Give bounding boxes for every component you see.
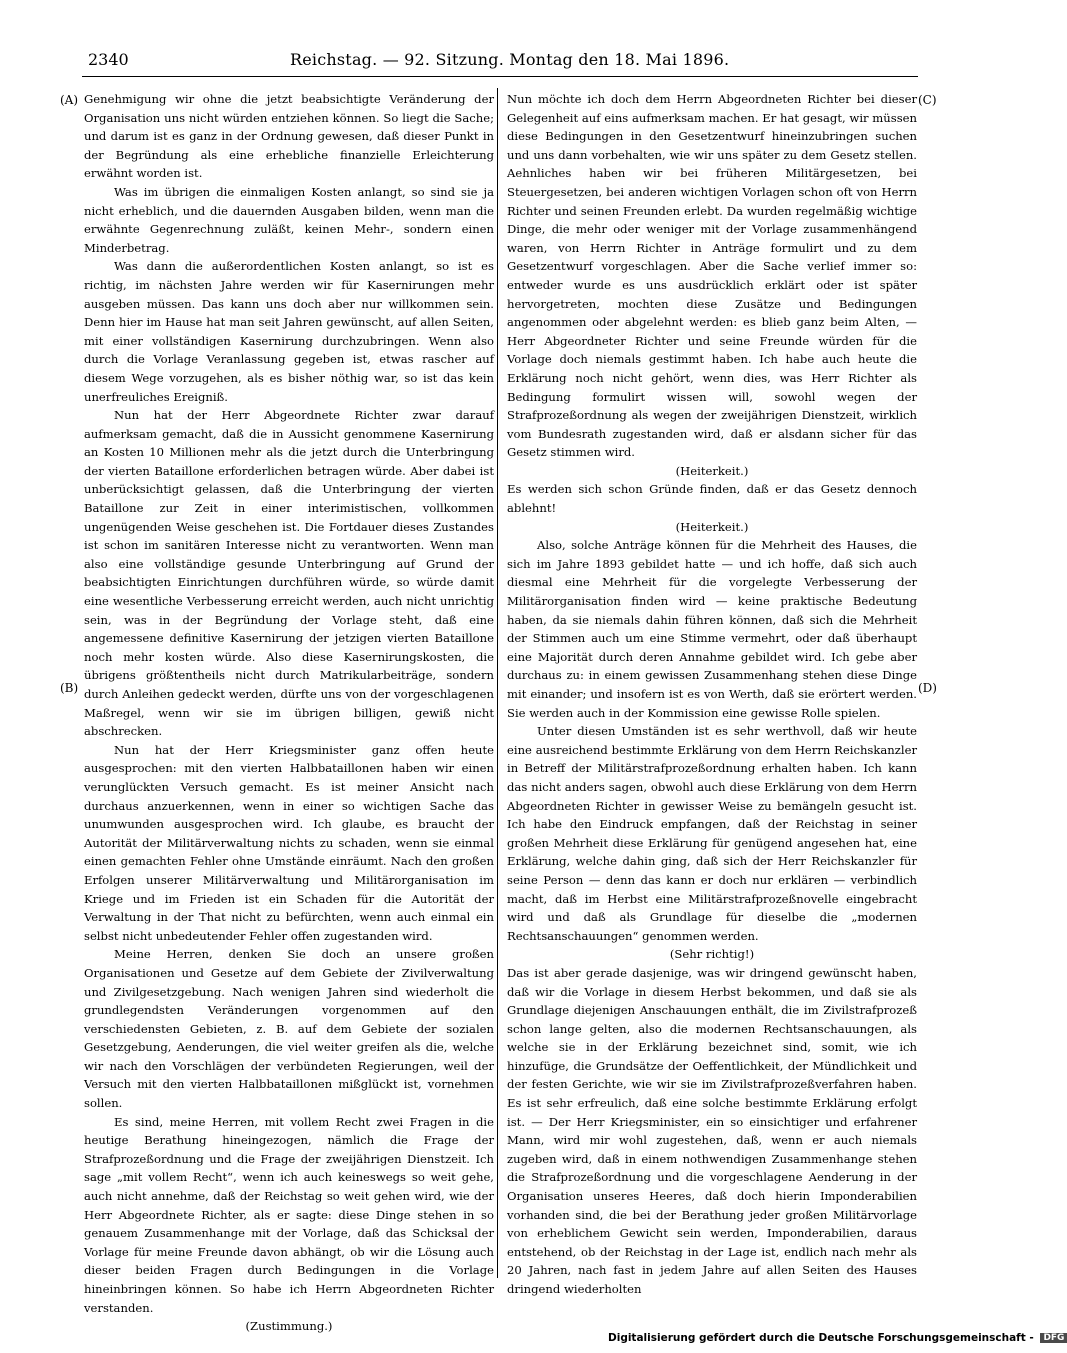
page-number: 2340: [88, 50, 129, 69]
paragraph: Nun möchte ich doch dem Herrn Abgeordneten Richter bei dieser Gelegenheit auf eins aufmerksam machen. Er hat gesagt, wir müssen diese Bedingungen in den Gesetzentwurf hineinzubringen suchen und uns dann vorbehalten, wie wir uns später zu dem Gesetz stellen. Aehnliches haben wir bei früheren Militärgesetzen, bei Steuergesetzen, bei anderen wichtigen Vorlagen schon oft von Herrn Richter und seinen Freunden erlebt. Da wurden regelmäßig wichtige Dinge, die mehr oder weniger mit der Vorlage zusammenhängend waren, von Herrn Richter in Anträge formulirt und zu dem Gesetzentwurf vorgeschlagen. Aber die Sache verlief immer so: entweder wurde es uns ausdrücklich erklärt oder ist später hervorgetreten, mochten diese Zusätze und Bedingungen angenommen oder abgelehnt werden: es blieb ganz beim Alten, — Herr Abgeordneter Richter und seine Freunde würden für die Vorlage doch niemals gestimmt haben. Ich habe auch heute die Erklärung noch nicht gehört, wenn dies, was Herr Richter als Bedingung formulirt wissen will, sowohl wegen der Strafprozeßordnung als wegen der zweijährigen Dienstzeit, wirklich vom Bundesrath zugestanden wird, daß er alsdann sicher für das Gesetz stimmen wird.: [507, 92, 917, 460]
margin-mark-c: (C): [918, 93, 937, 107]
reaction-note: (Sehr richtig!): [669, 947, 755, 962]
paragraph: Meine Herren, denken Sie doch an unsere großen Organisationen und Gesetze auf dem Gebiete der Zivilverwaltung und Zivilgesetzgebung. Nach wenigen Jahren sind wiederholt die grundlegendsten Veränderungen vorgenommen auf den verschiedensten Gebieten, z. B. auf dem Gebiete der sozialen Gesetzgebung, Aenderungen, die viel weiter greifen als die, welche wir nach den Vorschlägen der verbündeten Regierungen, weil der Versuch mit den vierten Halbbataillonen mißglückt ist, vornehmen sollen.: [84, 947, 494, 1111]
page-header: [80, 50, 915, 72]
reaction-note: (Zustimmung.): [245, 1319, 333, 1334]
credit-text: Digitalisierung gefördert durch die Deutsche Forschungsgemeinschaft -: [608, 1332, 1034, 1344]
left-column: [84, 90, 494, 1334]
paragraph: Unter diesen Umständen ist es sehr werthvoll, daß wir heute eine ausreichend bestimmte Erklärung von dem Herrn Reichskanzler in Betreff der Militärstrafprozeßordnung erhalten haben. Ich kann das nicht anders sagen, obwohl auch diese Erklärung von dem Herrn Abgeordneten Richter in gewisser Weise zu bemängeln gesucht ist. Ich habe den Eindruck empfangen, daß der Reichstag in seiner großen Mehrheit diese Erklärung für genügend angesehen hat, eine Erklärung, welche dahin ging, daß sich der Herr Reichskanzler für seine Person — denn das kann er doch nur erklären — verbindlich macht, daß im Herbst eine Militärstrafprozeßnovelle eingebracht wird und daß als Grundlage für dieselbe die „modernen Rechtsanschauungen“ genommen werden.: [507, 724, 917, 943]
paragraph: Es werden sich schon Gründe finden, daß er das Gesetz dennoch ablehnt!: [507, 482, 917, 516]
dfg-logo: DFG: [1040, 1333, 1067, 1343]
paragraph: Das ist aber gerade dasjenige, was wir dringend gewünscht haben, daß wir die Vorlage in diesem Herbst bekommen, und daß sie als Grundlage diejenigen Anschauungen enthält, die im Zivilstrafprozeß schon lange gelten, also die modernen Rechtsanschauungen, als welche sie in der Erklärung bezeichnet sind, somit, wie ich hinzufüge, die Grundsätze der Oeffentlichkeit, der Mündlichkeit und der festen Gerichte, wie wir sie im Zivilstrafprozeßverfahren haben. Es ist sehr erfreulich, daß eine solche bestimmte Erklärung erfolgt ist. — Der Herr Kriegsminister, ein so einsichtiger und erfahrener Mann, wird mir wohl zugestehen, daß, wenn er auch niemals zugeben wird, daß in einem nothwendigen Zusammenhange stehen die Strafprozeßordnung und die vorgeschlagene Aenderung in der Organisation unseres Heeres, daß doch hierin Imponderabilien vorhanden sind, die bei der Berathung jeder großen Militärvorlage von erheblichem Gewicht sein werden, Imponderabilien, daraus entstehend, ob der Reichstag in der Lage ist, endlich nach mehr als 20 Jahren, nach fast in jedem Jahre auf allen Seiten des Hauses dringend wiederholten: [507, 965, 917, 1296]
digitization-credit: [608, 1332, 1067, 1344]
margin-mark-d: (D): [918, 681, 937, 695]
paragraph: Nun hat der Herr Kriegsminister ganz offen heute ausgesprochen: mit den vierten Halbbataillonen haben wir einen verunglückten Versuch gemacht. Es ist meiner Ansicht nach durchaus anzuerkennen, wenn in einer so wichtigen Sache das unumwunden ausgesprochen wird. Ich glaube, es braucht der Autorität der Militärverwaltung nichts zu schaden, wenn sie einmal einen gemachten Fehler ohne Umstände einräumt. Nach den großen Erfolgen unserer Militärverwaltung und Militärorganisation im Kriege und im Frieden ist ein Schaden für die Autorität der Verwaltung in der That nicht zu befürchten, wenn auch einmal ein selbst nicht unbedeutender Fehler offen zugestanden wird.: [84, 742, 494, 943]
paragraph: Was dann die außerordentlichen Kosten anlangt, so ist es richtig, im nächsten Jahre werden wir für Kasernirungen mehr ausgeben müssen. Das kann uns doch aber nur willkommen sein. Denn hier im Hause hat man seit Jahren gewünscht, auf allen Seiten, mit einer vollständigen Kasernirung durchzubringen. Wenn also durch die Vorlage Veranlassung gegeben ist, etwas rascher auf diesem Wege vorzugehen, als es bisher nöthig war, so ist das kein unerfreuliches Ereigniß.: [84, 259, 494, 404]
reaction-note: (Heiterkeit.): [675, 463, 749, 478]
running-title: Reichstag. — 92. Sitzung. Montag den 18. Mai 1896.: [290, 50, 730, 69]
paragraph: Es sind, meine Herren, mit vollem Recht zwei Fragen in die heutige Berathung hineingezogen, nämlich die Frage der Strafprozeßordnung und die Frage der zweijährigen Dienstzeit. Ich sage „mit vollem Recht“, wenn ich auch keineswegs so weit gehe, auch nicht annehme, daß der Reichstag so weit gehen wird, wie der Herr Abgeordnete Richter, als er sagte: diese Dinge stehen in so genauem Zusammenhange mit der Vorlage, daß das Schicksal der Vorlage für meine Freunde davon abhängt, ob wir die Lösung auch dieser beiden Fragen durch Bedingungen in die Vorlage hineinbringen können. So habe ich Herrn Abgeordneten Richter verstanden.: [84, 1114, 494, 1315]
margin-mark-b: (B): [60, 681, 79, 695]
paragraph: Nun hat der Herr Abgeordnete Richter zwar darauf aufmerksam gemacht, daß die in Aussicht genommene Kasernirung an Kosten 10 Millionen mehr als die jetzt durch die Unterbringung der vierten Bataillone erforderlichen betragen würde. Aber dabei ist unberücksichtigt gelassen, daß die Unterbringung der vierten Bataillone zur Zeit in einer interimistischen, vollkommen ungenügenden Weise geschehen ist. Die Fortdauer dieses Zustandes ist schon im sanitären Interesse nicht zu verantworten. Wenn man also eine vollständige gesunde Unterbringung auf Grund der beabsichtigten Einrichtungen durchführen würde, so würde damit eine wesentliche Verbesserung erreicht werden, auch nicht unrichtig sein, was in der Begründung der Vorlage steht, daß eine angemessene definitive Kasernirung der jetzigen vierten Bataillone noch mehr kosten würde. Also diese Kasernirungskosten, die übrigens größtentheils nicht durch Matrikularbeiträge, sondern durch Anleihen gedeckt werden, dürfte uns von der vorgeschlagenen Maßregel, wenn wir sie im übrigen billigen, gewiß nicht abschrecken.: [84, 408, 494, 739]
paragraph: Was im übrigen die einmaligen Kosten anlangt, so sind sie ja nicht erheblich, und die dauernden Ausgaben bilden, wenn man die erwähnte Gegenrechnung zuläßt, keinen Mehr-, sondern einen Minderbetrag.: [84, 184, 494, 255]
header-rule: [82, 76, 918, 77]
paragraph: Also, solche Anträge können für die Mehrheit des Hauses, die sich im Jahre 1893 gebildet hatte — und ich hoffe, daß sich auch diesmal eine Mehrheit für die vorgelegte Verbesserung der Militärorganisation finden wird — keine praktische Bedeutung haben, da sie niemals dahin führen können, daß sich die Mehrheit der Stimmen auch um eine Stimme vermehrt, oder daß überhaupt eine Majorität durch deren Annahme gebildet wird. Ich gebe aber durchaus zu: in einem gewissen Zusammenhang stehen diese Dinge mit einander; und insofern ist es von Werth, daß sie erörtert werden. Sie werden auch in der Kommission eine gewisse Rolle spielen.: [507, 538, 917, 720]
margin-mark-a: (A): [60, 93, 79, 107]
column-divider: [497, 88, 498, 1278]
paragraph: Genehmigung wir ohne die jetzt beabsichtigte Veränderung der Organisation uns nicht würden entziehen können. So liegt die Sache; und darum ist es ganz in der Ordnung gewesen, daß dieser Punkt in der Begründung als eine erhebliche finanzielle Erleichterung erwähnt worden ist.: [84, 92, 494, 181]
right-column: [507, 90, 917, 1296]
reaction-note: (Heiterkeit.): [675, 519, 749, 534]
